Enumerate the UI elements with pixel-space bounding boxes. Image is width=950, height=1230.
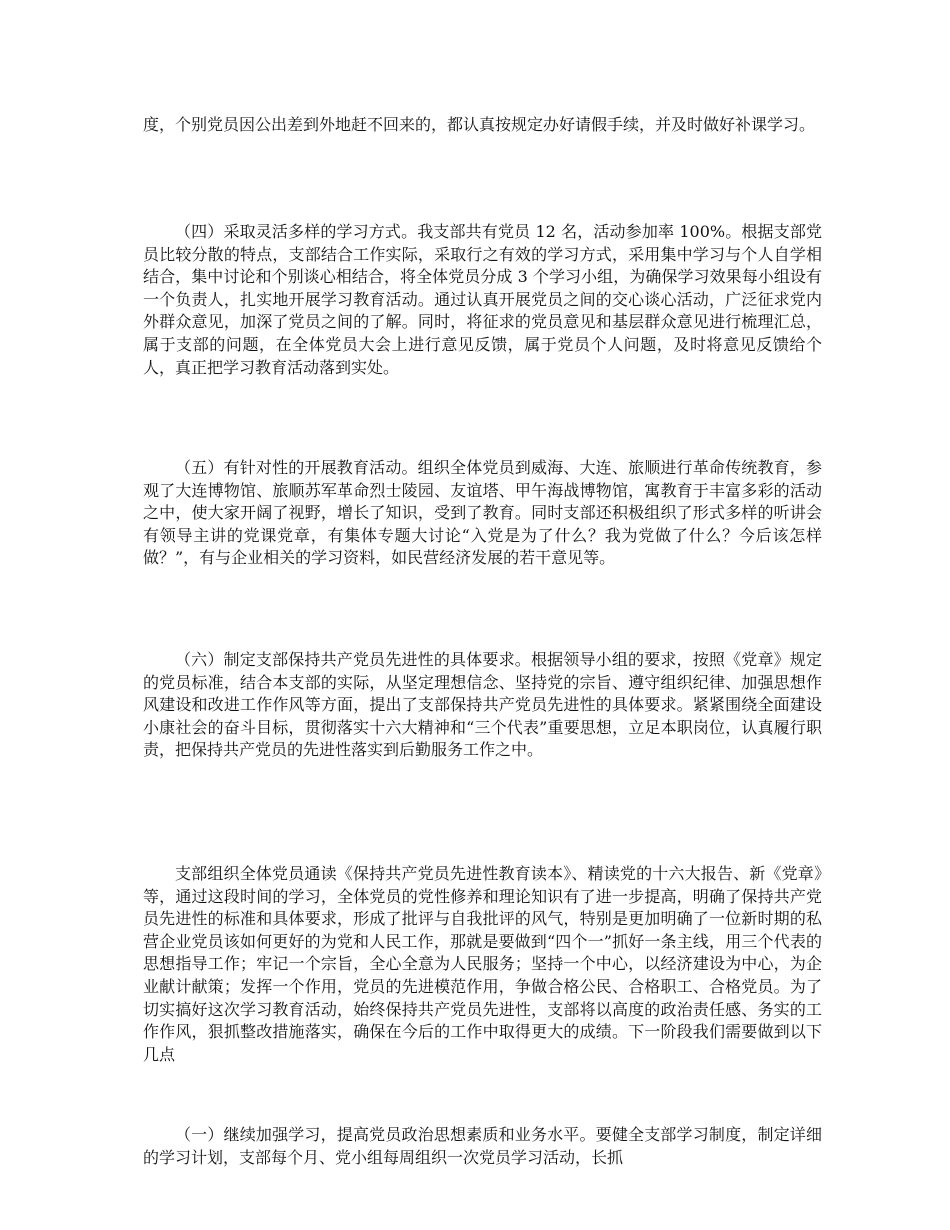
paragraph-section-6: （六）制定支部保持共产党员先进性的具体要求。根据领导小组的要求，按照《党章》规定的党员标准，结合本支部的实际，从坚定理想信念、坚持党的宗旨、遵守组织纪律、加强思想作风建设和改进工作作风等方面，提出了支部保持共产党员先进性的具体要求。紧紧围绕全面建设小康社会的奋斗目标，贯彻落实十六大精神和“三个代表”重要思想，立足本职岗位，认真履行职责，把保持共产党员的先进性落实到后勤服务工作之中。 (143, 650, 822, 760)
paragraph-continuation: 度，个别党员因公出差到外地赶不回来的，都认真按规定办好请假手续，并及时做好补课学习。 (143, 115, 816, 134)
paragraph-section-5: （五）有针对性的开展教育活动。组织全体党员到威海、大连、旅顺进行革命传统教育，参观了大连博物馆、旅顺苏军革命烈士陵园、友谊塔、甲午海战博物馆，寓教育于丰富多彩的活动之中，使大家开阔了视野，增长了知识，受到了教育。同时支部还积极组织了形式多样的听讲会有领导主讲的党课党章，有集体专题大讨论“入党是为了什么？我为党做了什么？今后该怎样做？”，有与企业相关的学习资料，如民营经济发展的若干意见等。 (143, 458, 822, 568)
paragraph-summary: 支部组织全体党员通读《保持共产党员先进性教育读本》、精读党的十六大报告、新《党章》等，通过这段时间的学习，全体党员的党性修养和理论知识有了进一步提高，明确了保持共产党员先进性的标准和具体要求，形成了批评与自我批评的风气，特别是更加明确了一位新时期的私营企业党员该如何更好的为党和人民工作，那就是要做到“四个一”抓好一条主线，用三个代表的思想指导工作；牢记一个宗旨，全心全意为人民服务；坚持一个中心，以经济建设为中心，为企业献计献策；发挥一个作用，党员的先进模范作用，争做合格公民、合格职工、合格党员。为了切实搞好这次学习教育活动，始终保持共产党员先进性，支部将以高度的政治责任感、务实的工作作风，狠抓整改措施落实，确保在今后的工作中取得更大的成绩。下一阶段我们需要做到以下几点 (143, 864, 822, 1064)
paragraph-next-step-1: （一）继续加强学习，提高党员政治思想素质和业务水平。要健全支部学习制度，制定详细的学习计划，支部每个月、党小组每周组织一次党员学习活动，长抓 (143, 1125, 822, 1167)
paragraph-section-4: （四）采取灵活多样的学习方式。我支部共有党员 12 名，活动参加率 100%。根据支部党员比较分散的特点，支部结合工作实际，采取行之有效的学习方式，采用集中学习与个人自学相结合，集中讨论和个别谈心相结合，将全体党员分成 3 个学习小组，为确保学习效果每小组设有一个负责人，扎实地开展学习教育活动。通过认真开展党员之间的交心谈心活动，广泛征求党内外群众意见，加深了党员之间的了解。同时，将征求的党员意见和基层群众意见进行梳理汇总，属于支部的问题，在全体党员大会上进行意见反馈，属于党员个人问题，及时将意见反馈给个人，真正把学习教育活动落到实处。 (143, 222, 822, 377)
